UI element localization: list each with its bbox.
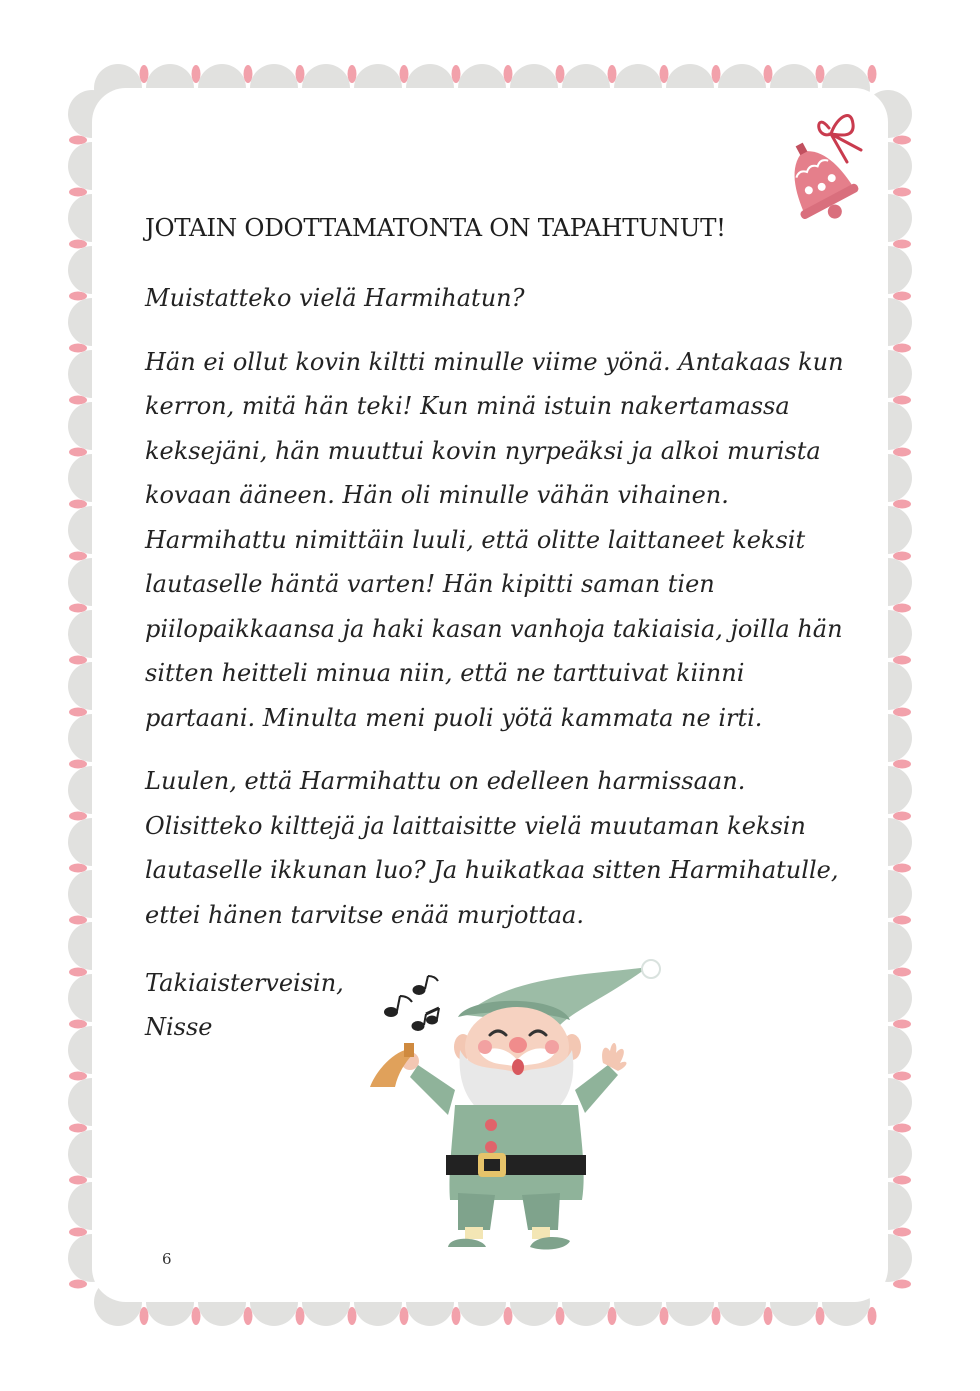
border-dot <box>893 708 911 717</box>
border-dot <box>556 65 565 83</box>
border-dot <box>893 292 911 301</box>
border-dot <box>893 1072 911 1081</box>
border-dot <box>893 344 911 353</box>
border-dot <box>69 1176 87 1185</box>
border-dot <box>69 1124 87 1133</box>
border-dot <box>69 1280 87 1289</box>
border-dot <box>608 1307 617 1325</box>
border-dot <box>893 656 911 665</box>
border-dot <box>69 604 87 613</box>
border-dot <box>348 65 357 83</box>
border-dot <box>893 1124 911 1133</box>
border-dot <box>893 240 911 249</box>
border-dot <box>712 1307 721 1325</box>
signature: Nisse <box>145 1013 213 1041</box>
border-dot <box>400 1307 409 1325</box>
paragraph-2: Hän ei ollut kovin kiltti minulle viime yönä. Antakaas kun kerron, mitä hän teki! Kun minä istuin nakertamassa keksejäni, hän muuttui kovin nyrpeäksi ja alkoi murista kovaan ääneen. Hän oli minulle vähän vihainen. Harmihattu nimittäin luuli, että olitte laittaneet keksit lautaselle häntä varten! Hän kipitti saman tien piilopaikkaansa ja haki kasan vanhoja takiaisia, joilla hän sitten heitteli minua niin, että ne tarttuivat kiinni partaani. Minulta meni puoli yötä kammata ne irti. <box>145 347 844 732</box>
border-dot <box>69 708 87 717</box>
page-title: JOTAIN ODOTTAMATONTA ON TAPAHTUNUT! <box>145 213 726 242</box>
border-dot <box>816 65 825 83</box>
border-dot <box>192 1307 201 1325</box>
border-dot <box>244 1307 253 1325</box>
border-dot <box>764 1307 773 1325</box>
border-dot <box>69 656 87 665</box>
border-dot <box>893 968 911 977</box>
border-dot <box>69 292 87 301</box>
border-dot <box>69 136 87 145</box>
border-dot <box>893 396 911 405</box>
border-dot <box>893 1280 911 1289</box>
border-dot <box>69 500 87 509</box>
border-dot <box>69 760 87 769</box>
border-dot <box>452 65 461 83</box>
border-dot <box>893 1020 911 1029</box>
border-dot <box>140 1307 149 1325</box>
border-dot <box>893 448 911 457</box>
border-dot <box>660 65 669 83</box>
border-dot <box>69 552 87 561</box>
border-dot <box>69 1020 87 1029</box>
border-dot <box>556 1307 565 1325</box>
border-dot <box>348 1307 357 1325</box>
border-dot <box>712 65 721 83</box>
border-dot <box>69 240 87 249</box>
border-dot <box>69 812 87 821</box>
border-dot <box>69 864 87 873</box>
letter-body <box>145 200 845 1054</box>
border-dot <box>893 552 911 561</box>
border-dot <box>504 1307 513 1325</box>
border-dot <box>893 864 911 873</box>
border-dot <box>893 136 911 145</box>
border-dot <box>764 65 773 83</box>
border-dot <box>296 1307 305 1325</box>
border-dot <box>244 65 253 83</box>
border-dot <box>69 344 87 353</box>
border-dot <box>69 188 87 197</box>
border-dot <box>816 1307 825 1325</box>
paragraph-3: Luulen, että Harmihattu on edelleen harmissaan. Olisitteko kilttejä ja laittaisitte vielä muutaman keksin lautaselle ikkunan luo? Ja huikatkaa sitten Harmihatulle, ettei hänen tarvitse enää murjottaa. <box>145 767 839 929</box>
border-dot <box>893 1176 911 1185</box>
border-dot <box>868 1307 877 1325</box>
border-dot <box>69 396 87 405</box>
paragraph-1: Muistatteko vielä Harmihatun? <box>145 284 525 312</box>
border-dot <box>140 65 149 83</box>
border-dot <box>69 1072 87 1081</box>
border-dot <box>893 188 911 197</box>
border-dot <box>400 65 409 83</box>
border-dot <box>69 968 87 977</box>
border-dot <box>69 1228 87 1237</box>
border-dot <box>893 760 911 769</box>
border-dot <box>660 1307 669 1325</box>
border-dot <box>504 65 513 83</box>
border-dot <box>452 1307 461 1325</box>
page-number: 6 <box>162 1250 172 1268</box>
closing-greeting: Takiaisterveisin, <box>145 969 344 997</box>
border-dot <box>893 604 911 613</box>
border-dot <box>893 812 911 821</box>
border-dot <box>608 65 617 83</box>
border-dot <box>893 916 911 925</box>
border-dot <box>893 1228 911 1237</box>
border-dot <box>69 916 87 925</box>
border-dot <box>868 65 877 83</box>
border-dot <box>69 448 87 457</box>
border-dot <box>296 65 305 83</box>
border-dot <box>192 65 201 83</box>
border-dot <box>893 500 911 509</box>
